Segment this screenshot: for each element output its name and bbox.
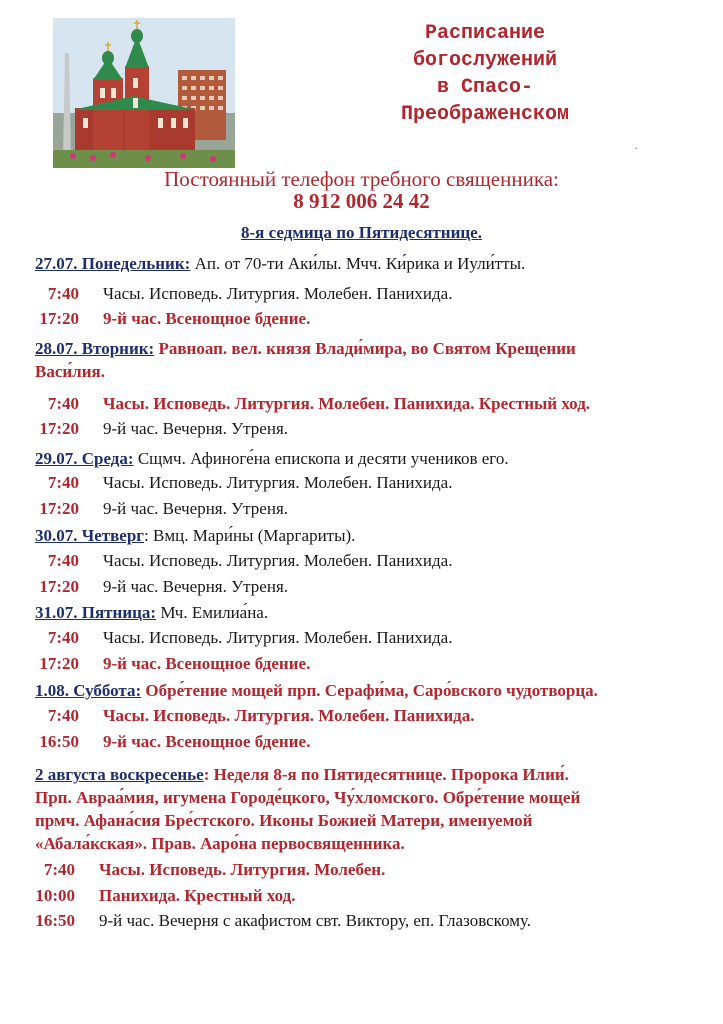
service-time: 7:40: [43, 860, 75, 879]
day-description: Васи́лия.: [35, 362, 105, 381]
service-text: Часы. Исповедь. Литургия. Молебен. Панихида.: [103, 628, 453, 647]
phone-label: Постоянный телефон требного священника:: [164, 167, 559, 191]
day-description: Ап. от 70-ти Аки́лы. Мчч. Ки́рика и Иули́тты.: [190, 254, 526, 273]
day-date: 27.07. Понедельник:: [35, 254, 191, 273]
service-time: 7:40: [47, 284, 79, 303]
service-text: Часы. Исповедь. Литургия. Молебен.: [99, 860, 386, 879]
title-line: Преображенском: [400, 103, 570, 126]
day-heading: [35, 679, 685, 702]
title-line: богослужений: [412, 49, 558, 72]
service-text: Часы. Исповедь. Литургия. Молебен. Панихида. Крестный ход.: [103, 394, 591, 413]
day-date: 31.07. Пятница:: [35, 603, 157, 622]
service-time: 7:40: [47, 473, 79, 492]
schedule-title: [355, 20, 615, 128]
service-text: 9-й час. Всенощное бдение.: [103, 654, 311, 673]
service-time: 7:40: [47, 628, 79, 647]
day-description: Прп. Авраа́мия, игумена Городе́цкого, Чу́хломского. Обре́тение мощей: [35, 788, 581, 807]
day-heading: [35, 524, 685, 547]
service-text: 9-й час. Всенощное бдение.: [103, 732, 311, 751]
service-text: Часы. Исповедь. Литургия. Молебен. Панихида.: [103, 551, 453, 570]
day-description: Равноап. вел. князя Влади́мира, во Святом Крещении: [154, 339, 576, 358]
decorative-dot: .: [635, 141, 638, 152]
service-text: Часы. Исповедь. Литургия. Молебен. Панихида.: [103, 284, 453, 303]
day-description: «Абала́кская». Прав. Ааро́на первосвященника.: [35, 834, 405, 853]
day-date: 30.07. Четверг: [35, 526, 145, 545]
service-time: 17:20: [39, 499, 79, 518]
phone-number: 8 912 006 24 42: [293, 189, 430, 213]
service-text: 9-й час. Вечерня с акафистом свт. Виктору, еп. Глазовскому.: [99, 911, 532, 930]
day-date: 1.08. Суббота:: [35, 681, 142, 700]
service-time: 17:20: [39, 654, 79, 673]
day-heading: [35, 763, 685, 855]
day-date: 2 августа воскресенье: [35, 765, 204, 784]
service-text: Панихида. Крестный ход.: [99, 886, 296, 905]
week-heading: 8-я седмица по Пятидесятнице.: [241, 223, 482, 242]
day-description: Обре́тение мощей прп. Серафи́ма, Саро́вского чудотворца.: [141, 681, 598, 700]
day-heading: [35, 337, 685, 383]
day-date: 29.07. Среда:: [35, 449, 134, 468]
day-description: : Неделя 8-я по Пятидесятнице. Пророка Илии́.: [203, 765, 569, 784]
service-time: 16:50: [35, 911, 75, 930]
service-text: 9-й час. Вечерня. Утреня.: [103, 499, 289, 518]
service-text: 9-й час. Всенощное бдение.: [103, 309, 311, 328]
service-text: 9-й час. Вечерня. Утреня.: [103, 577, 289, 596]
day-heading: [35, 252, 685, 275]
day-description: : Вмц. Мари́ны (Маргариты).: [144, 526, 356, 545]
title-line: Расписание: [424, 22, 546, 45]
title-line: в Спасо-: [436, 76, 533, 99]
day-description: Мч. Емилиа́на.: [156, 603, 269, 622]
service-text: 9-й час. Вечерня. Утреня.: [103, 419, 289, 438]
day-heading: [35, 447, 685, 470]
service-time: 7:40: [47, 394, 79, 413]
service-time: 16:50: [39, 732, 79, 751]
day-heading: [35, 601, 685, 624]
day-description: прмч. Афана́сия Бре́стского. Иконы Божией Матери, именуемой: [35, 811, 533, 830]
service-time: 10:00: [35, 886, 75, 905]
service-text: Часы. Исповедь. Литургия. Молебен. Панихида.: [103, 473, 453, 492]
service-time: 17:20: [39, 309, 79, 328]
service-text: Часы. Исповедь. Литургия. Молебен. Панихида.: [103, 706, 475, 725]
church-photo: [53, 18, 235, 168]
service-time: 17:20: [39, 577, 79, 596]
service-time: 7:40: [47, 706, 79, 725]
service-time: 7:40: [47, 551, 79, 570]
service-time: 17:20: [39, 419, 79, 438]
day-date: 28.07. Вторник:: [35, 339, 155, 358]
day-description: Сщмч. Афиноге́на епископа и десяти учеников его.: [133, 449, 509, 468]
